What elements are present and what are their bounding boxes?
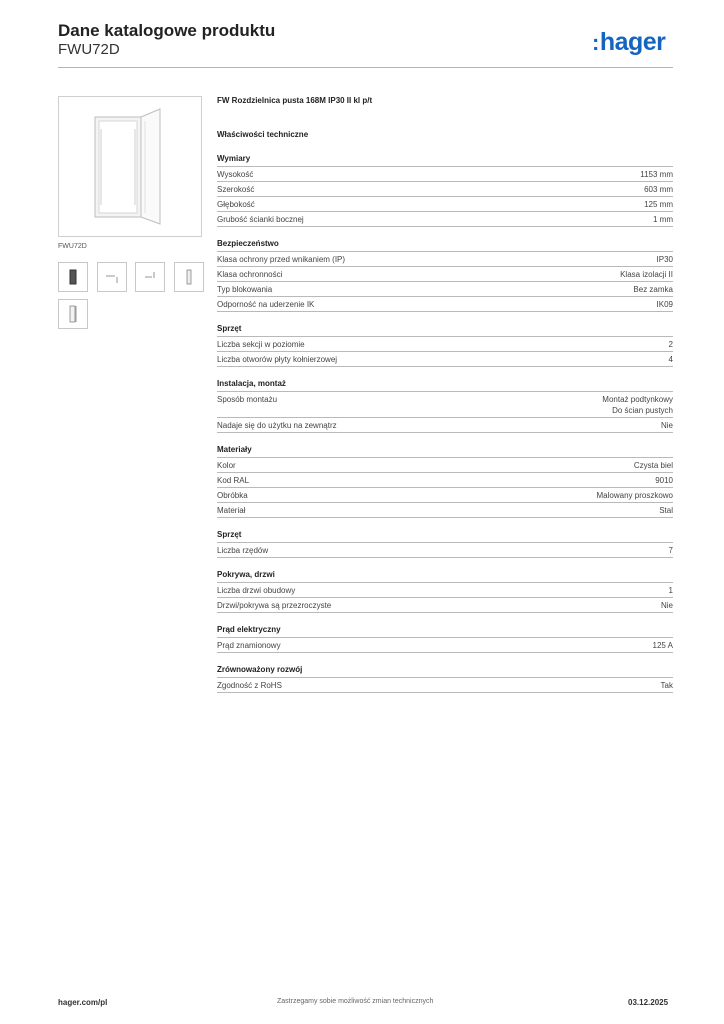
spec-value-cell: [669, 585, 673, 596]
spec-value-cell: [657, 299, 673, 310]
spec-row: [217, 336, 673, 351]
section-title: Zrównoważony rozwój: [217, 665, 303, 674]
spec-label: Liczba drzwi obudowy: [217, 586, 296, 595]
section-title: Instalacja, montaż: [217, 379, 286, 388]
spec-value: Czysta biel: [633, 461, 673, 470]
spec-row: [217, 196, 673, 211]
spec-row: [217, 251, 673, 266]
spec-row: [217, 351, 673, 367]
spec-label: Szerokość: [217, 185, 255, 194]
spec-label: Typ blokowania: [217, 285, 273, 294]
spec-value-cell: [602, 394, 673, 416]
spec-row: [217, 211, 673, 227]
spec-rows: [217, 336, 673, 367]
spec-value-cell: [657, 254, 673, 265]
spec-label: Sposób montażu: [217, 395, 278, 404]
spec-section: [217, 528, 673, 558]
spec-label: Liczba sekcji w poziomie: [217, 340, 305, 349]
spec-value: 603 mm: [644, 185, 673, 194]
spec-value: 1 mm: [653, 215, 673, 224]
spec-value-cell: [669, 545, 673, 556]
spec-value-cell: [669, 339, 673, 350]
spec-row: [217, 181, 673, 196]
spec-sections: [217, 152, 673, 693]
spec-row: [217, 542, 673, 558]
spec-rows: [217, 542, 673, 558]
spec-value-cell: [640, 169, 673, 180]
spec-section: [217, 377, 673, 433]
spec-label: Drzwi/pokrywa są przezroczyste: [217, 601, 332, 610]
spec-row: [217, 266, 673, 281]
spec-content: [217, 92, 673, 693]
spec-row: [217, 391, 673, 417]
thumbnail-dimension-2[interactable]: [135, 262, 165, 292]
spec-row: [217, 582, 673, 597]
spec-value-cell: [620, 269, 673, 280]
footer-note: Zastrzegamy sobie możliwość zmian technicznych: [277, 998, 434, 1005]
spec-rows: [217, 251, 673, 312]
spec-value: 4: [668, 355, 673, 364]
tech-heading: Właściwości techniczne: [217, 130, 309, 139]
section-title: Pokrywa, drzwi: [217, 570, 275, 579]
spec-row: [217, 677, 673, 693]
spec-value: Nie: [660, 601, 673, 610]
spec-row: [217, 457, 673, 472]
spec-row: [217, 597, 673, 613]
spec-value-cell: [661, 680, 673, 691]
spec-value-cell: [661, 600, 673, 611]
spec-label: Prąd znamionowy: [217, 641, 281, 650]
spec-value: 2: [668, 340, 673, 349]
spec-row: [217, 472, 673, 487]
spec-value-cell: [644, 184, 673, 195]
spec-label: Obróbka: [217, 491, 248, 500]
spec-section: [217, 322, 673, 367]
thumbnail-open[interactable]: [58, 299, 88, 329]
hager-logo[interactable]: [592, 28, 665, 57]
spec-label: Kod RAL: [217, 476, 250, 485]
spec-label: Zgodność z RoHS: [217, 681, 282, 690]
spec-value-cell: [644, 199, 673, 210]
thumbnail-front[interactable]: [58, 262, 88, 292]
spec-rows: [217, 637, 673, 653]
spec-label: Liczba otworów płyty kołnierzowej: [217, 355, 338, 364]
spec-row: [217, 637, 673, 653]
spec-label: Głębokość: [217, 200, 255, 209]
spec-value: Montaż podtynkowy: [602, 395, 673, 404]
spec-label: Klasa ochronności: [217, 270, 283, 279]
spec-row: [217, 487, 673, 502]
spec-label: Materiał: [217, 506, 246, 515]
spec-section: [217, 623, 673, 653]
section-title: Wymiary: [217, 154, 251, 163]
spec-row: [217, 166, 673, 181]
product-title: FW Rozdzielnica pusta 168M IP30 II kl p/t: [217, 96, 373, 105]
logo-dots-icon: :: [592, 30, 599, 55]
spec-value-cell: [655, 475, 673, 486]
spec-value: IK09: [656, 300, 673, 309]
spec-value-cell: [653, 640, 673, 651]
spec-value: 1: [668, 586, 673, 595]
spec-value: 7: [668, 546, 673, 555]
product-code: FWU72D: [58, 41, 120, 58]
spec-section: [217, 152, 673, 227]
spec-value-cell: [597, 490, 673, 501]
spec-row: [217, 281, 673, 296]
spec-label: Nadaje się do użytku na zewnątrz: [217, 421, 337, 430]
spec-row: [217, 296, 673, 312]
spec-rows: [217, 677, 673, 693]
page-title: Dane katalogowe produktu: [58, 21, 276, 40]
spec-section: [217, 237, 673, 312]
header-divider: [58, 67, 673, 68]
spec-value-cell: [653, 214, 673, 225]
spec-value: Klasa izolacji II: [620, 270, 673, 279]
spec-value-cell: [659, 505, 673, 516]
image-caption: FWU72D: [58, 243, 87, 250]
spec-value: 1153 mm: [640, 170, 673, 179]
spec-label: Klasa ochrony przed wnikaniem (IP): [217, 255, 346, 264]
logo-text: hager: [599, 28, 666, 56]
spec-value: Bez zamka: [633, 285, 673, 294]
spec-rows: [217, 457, 673, 518]
spec-section: [217, 443, 673, 518]
spec-rows: [217, 166, 673, 227]
section-title: Materiały: [217, 445, 252, 454]
product-main-image[interactable]: [58, 96, 202, 237]
section-title: Sprzęt: [217, 530, 242, 539]
spec-section: [217, 663, 673, 693]
spec-value: IP30: [656, 255, 673, 264]
spec-value-cell: [634, 460, 673, 471]
spec-label: Grubość ścianki bocznej: [217, 215, 304, 224]
spec-value-cell: [633, 284, 673, 295]
spec-row: [217, 417, 673, 433]
spec-value: Malowany proszkowo: [596, 491, 673, 500]
spec-label: Odporność na uderzenie IK: [217, 300, 315, 309]
spec-value-cell: [661, 420, 673, 431]
spec-value-cell: [669, 354, 673, 365]
footer-url[interactable]: hager.com/pl: [58, 998, 108, 1007]
spec-label: Kolor: [217, 461, 236, 470]
spec-value: 125 A: [652, 641, 673, 650]
spec-section: [217, 568, 673, 613]
spec-value: Nie: [660, 421, 673, 430]
spec-value: Tak: [660, 681, 673, 690]
spec-value-line2: Do ścian pustych: [612, 406, 673, 415]
section-title: Sprzęt: [217, 324, 242, 333]
thumbnail-dimension-1[interactable]: [97, 262, 127, 292]
spec-row: [217, 502, 673, 518]
spec-value: 125 mm: [644, 200, 673, 209]
spec-rows: [217, 391, 673, 433]
footer-date: 03.12.2025: [628, 998, 669, 1007]
spec-label: Wysokość: [217, 170, 254, 179]
thumbnail-side[interactable]: [174, 262, 204, 292]
section-title: Bezpieczeństwo: [217, 239, 279, 248]
spec-value: 9010: [655, 476, 673, 485]
spec-rows: [217, 582, 673, 613]
section-title: Prąd elektryczny: [217, 625, 281, 634]
spec-label: Liczba rzędów: [217, 546, 269, 555]
spec-value: Stal: [659, 506, 673, 515]
